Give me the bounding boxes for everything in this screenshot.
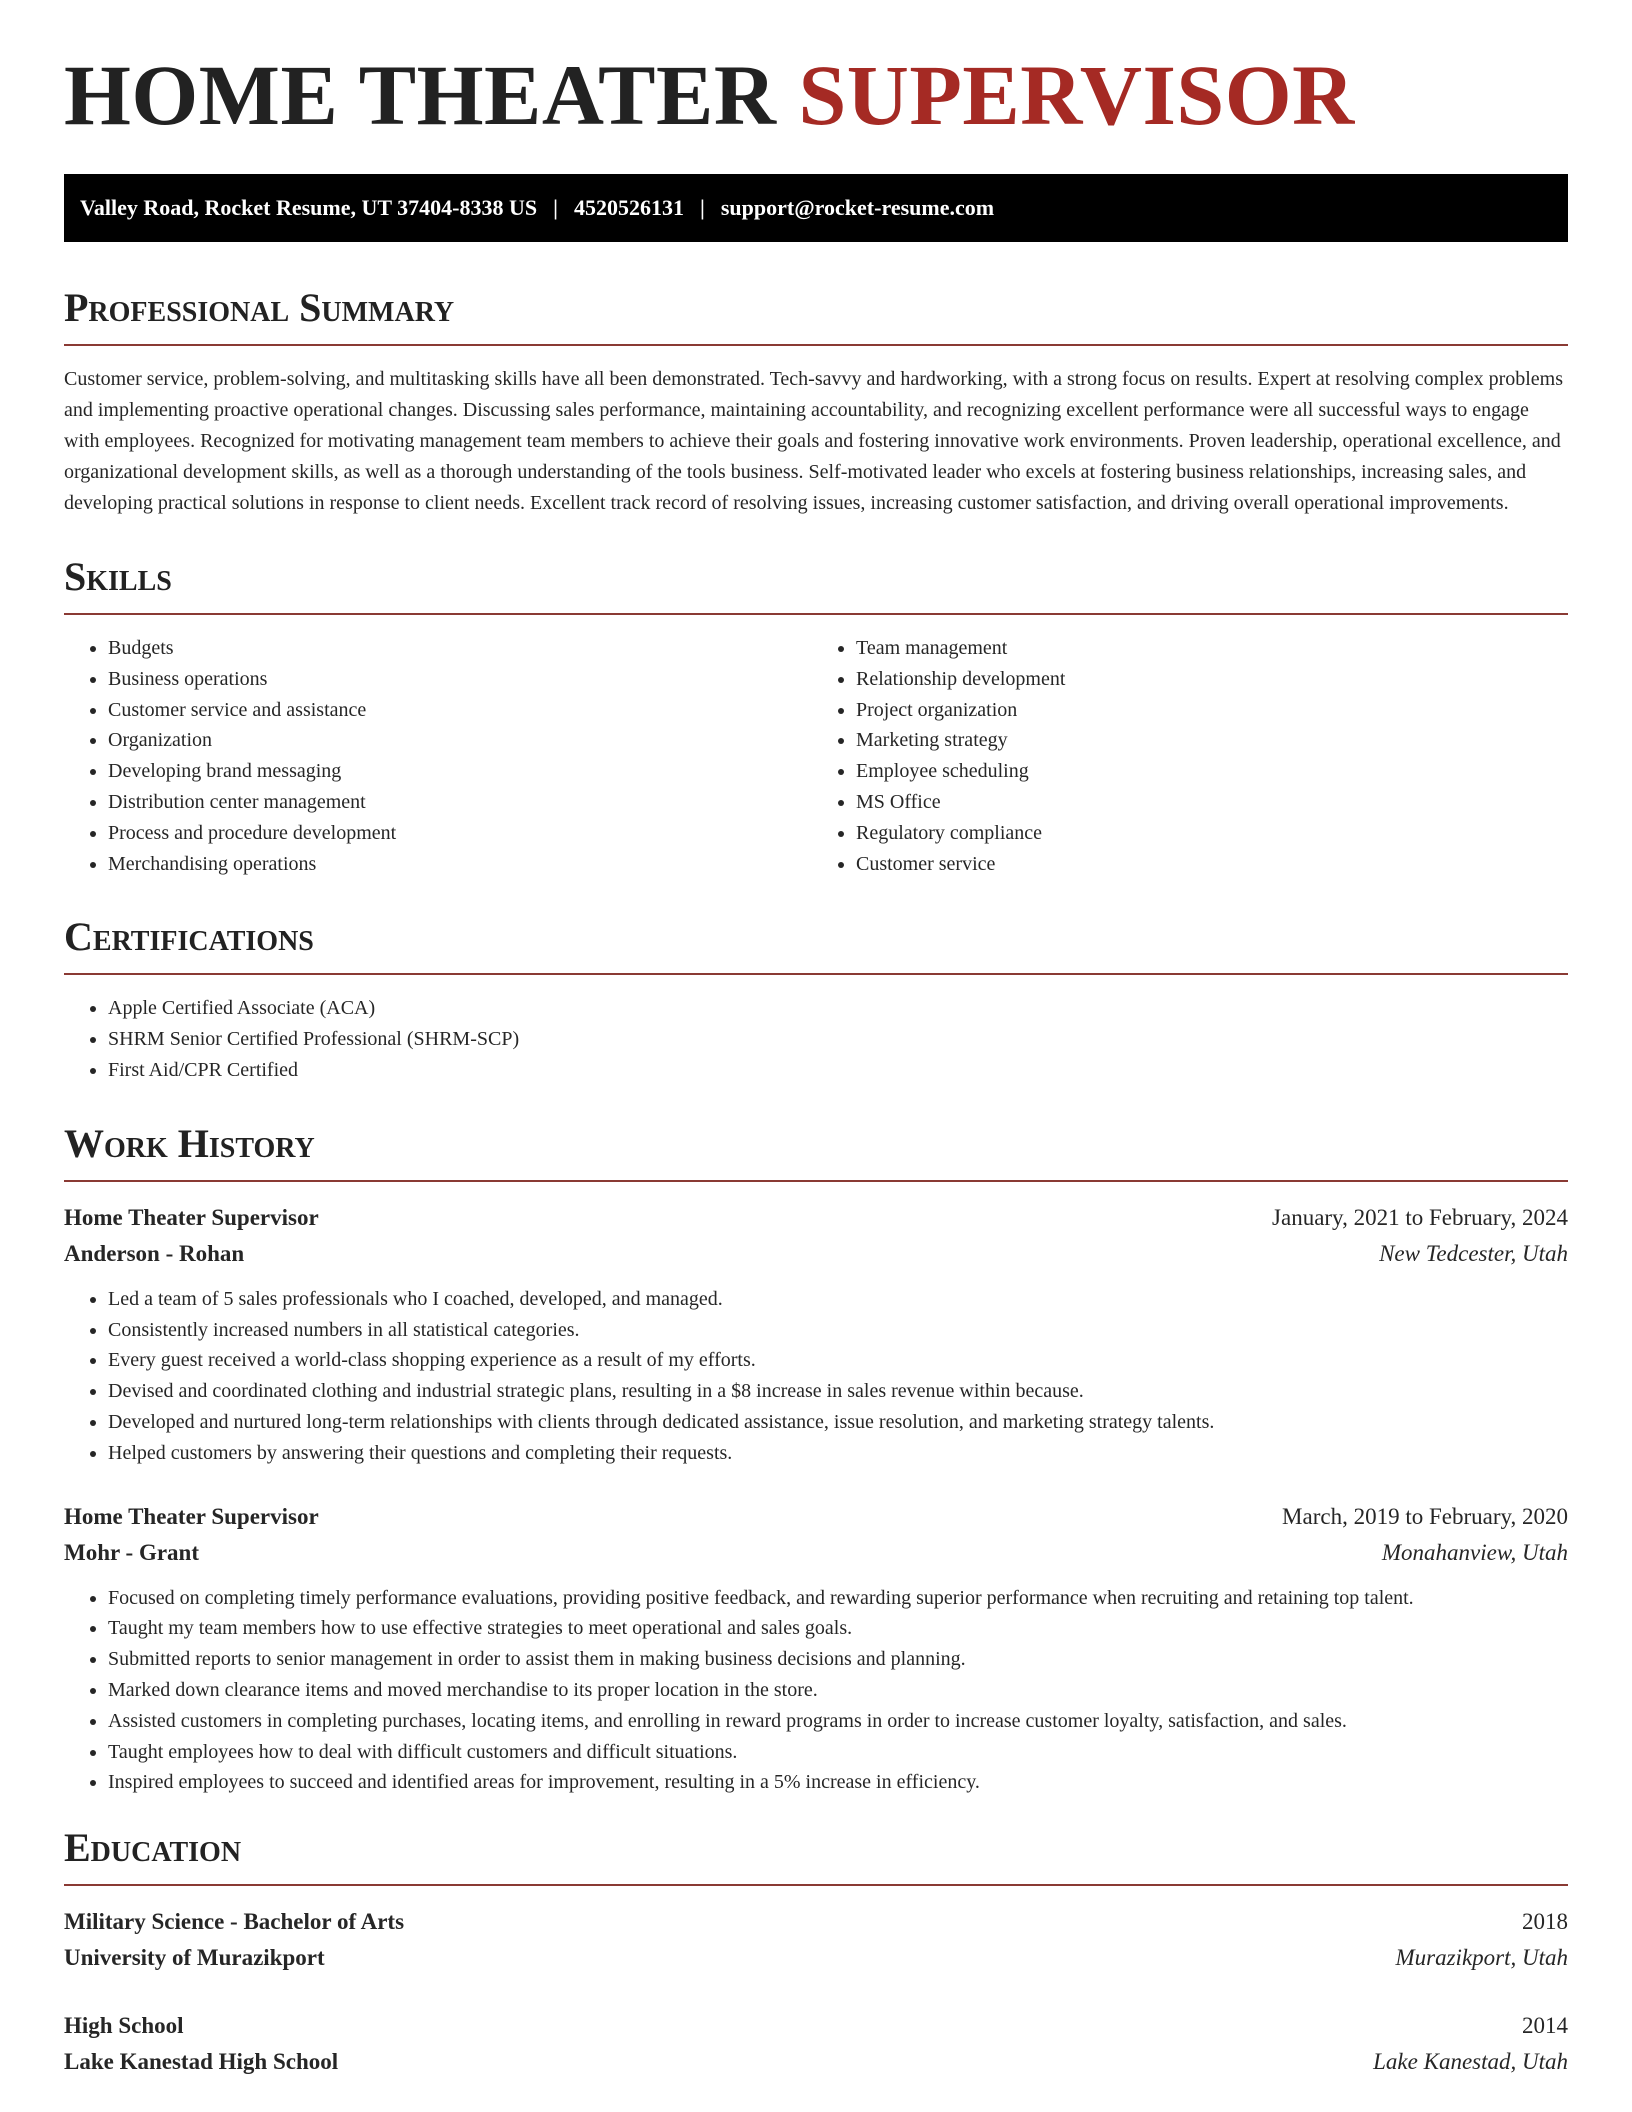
job-role: Home Theater Supervisor [64,1204,319,1230]
job-location: Monahanview, Utah [1381,1539,1568,1565]
job-bullet: • Every guest received a world-class shopping experience as a result of my efforts. [108,1345,1568,1376]
section-title-work-history: Work History [64,1120,315,1166]
section-title-certifications: Certifications [64,914,314,960]
section-title-skills: Skills [64,554,172,599]
certification-item: • Apple Certified Associate (ACA) [108,993,1568,1024]
job-dates: January, 2021 to February, 2024 [1272,1204,1568,1230]
job-role: Home Theater Supervisor [64,1503,319,1529]
education-entry [64,2008,1568,2080]
section-divider [64,1884,1568,1886]
section-divider [64,613,1568,615]
education-school: Lake Kanestad High School [64,2049,339,2075]
job-bullets [64,1583,1568,1799]
job-bullet: • Inspired employees to succeed and identified areas for improvement, resulting in a 5% increase in efficiency. [108,1767,1568,1798]
job-bullet: • Taught my team members how to use effective strategies to meet operational and sales goals. [108,1613,1568,1644]
education-location: Murazikport, Utah [1395,1945,1568,1971]
name-accent: SUPERVISOR [798,47,1355,143]
skill-item: • Customer service [856,849,1568,880]
resume-name [64,47,1568,143]
skill-item: • Distribution center management [108,787,816,818]
education-section [64,1825,1568,2080]
education-school: University of Murazikport [64,1945,325,1971]
skills-list-left [64,633,816,879]
education-year: 2018 [1522,1909,1568,1935]
skill-item: • Project organization [856,695,1568,726]
education-entry [64,1904,1568,1976]
skill-item: • Relationship development [856,664,1568,695]
job-bullet: • Assisted customers in completing purchases, locating items, and enrolling in reward programs in order to increase customer loyalty, satisfaction, and sales. [108,1706,1568,1737]
education-location: Lake Kanestad, Utah [1373,2049,1568,2075]
skill-item: • Process and procedure development [108,818,816,849]
section-divider [64,973,1568,975]
job-bullet: • Led a team of 5 sales professionals who I coached, developed, and managed. [108,1284,1568,1315]
skill-item: • Marketing strategy [856,725,1568,756]
skill-item: • Budgets [108,633,816,664]
job-company: Anderson - Rohan [64,1240,245,1266]
skill-item: • Developing brand messaging [108,756,816,787]
job-bullet: • Devised and coordinated clothing and industrial strategic plans, resulting in a $8 increase in sales revenue within because. [108,1376,1568,1407]
skill-item: • Merchandising operations [108,849,816,880]
contact-separator: | [553,195,558,220]
job-bullet: • Focused on completing timely performance evaluations, providing positive feedback, and rewarding superior performance when recruiting and retaining top talent. [108,1583,1568,1614]
summary-section [64,285,1568,519]
skills-section [64,554,1568,879]
skills-grid [64,633,1568,879]
work-history-section [64,1120,1568,1798]
skill-item: • MS Office [856,787,1568,818]
job-bullet: • Helped customers by answering their questions and completing their requests. [108,1438,1568,1469]
skills-list-right [816,633,1568,879]
skill-item: • Business operations [108,664,816,695]
job-bullet: • Submitted reports to senior management in order to assist them in making business decisions and planning. [108,1644,1568,1675]
job-bullets [64,1284,1568,1469]
education-degree: Military Science - Bachelor of Arts [64,1909,405,1935]
section-divider [64,344,1568,346]
job-company: Mohr - Grant [64,1539,200,1565]
skill-item: • Regulatory compliance [856,818,1568,849]
contact-bar [64,174,1568,242]
certification-item: • First Aid/CPR Certified [108,1055,1568,1086]
skill-item: • Organization [108,725,816,756]
section-divider [64,1180,1568,1182]
contact-phone: 4520526131 [573,195,684,220]
education-year: 2014 [1522,2013,1568,2039]
skill-item: • Team management [856,633,1568,664]
job-bullet: • Developed and nurtured long-term relationships with clients through dedicated assistance, issue resolution, and marketing strategy talents. [108,1407,1568,1438]
job-bullet: • Consistently increased numbers in all statistical categories. [108,1315,1568,1346]
contact-email: support@rocket-resume.com [720,195,995,220]
job-entry [64,1499,1568,1799]
skill-item: • Employee scheduling [856,756,1568,787]
contact-separator: | [699,195,705,220]
contact-address: Valley Road, Rocket Resume, UT 37404-8338 US [80,195,538,220]
name-main: HOME THEATER [64,47,777,143]
education-degree: High School [64,2013,184,2039]
skill-item: • Customer service and assistance [108,695,816,726]
job-location: New Tedcester, Utah [1379,1240,1568,1266]
job-bullet: • Marked down clearance items and moved merchandise to its proper location in the store. [108,1675,1568,1706]
certifications-list [64,993,1568,1085]
job-bullet: • Taught employees how to deal with difficult customers and difficult situations. [108,1737,1568,1768]
certification-item: • SHRM Senior Certified Professional (SHRM-SCP) [108,1024,1568,1055]
job-dates: March, 2019 to February, 2020 [1282,1503,1568,1529]
section-title-education: Education [64,1825,242,1871]
job-entry [64,1200,1568,1469]
section-title-summary: Professional Summary [64,285,455,330]
certifications-section [64,914,1568,1085]
summary-text: Customer service, problem-solving, and multitasking skills have all been demonstrated. Tech-savvy and hardworking, with a strong focus on results. Expert at resolving complex problems and implementing proactive operational changes. Discussing sales performance, maintaining accountability, and recognizing excellent performance were all successful ways to engage with employees. Recognized for motivating management team members to achieve their goals and fostering innovative work environments. Proven leadership, operational excellence, and organizational development skills, as well as a thorough understanding of the tools business. Self-motivated leader who excels at fostering business relationships, increasing sales, and developing practical solutions in response to client needs. Excellent track record of resolving issues, increasing customer satisfaction, and driving overall operational improvements. [64,368,1564,514]
